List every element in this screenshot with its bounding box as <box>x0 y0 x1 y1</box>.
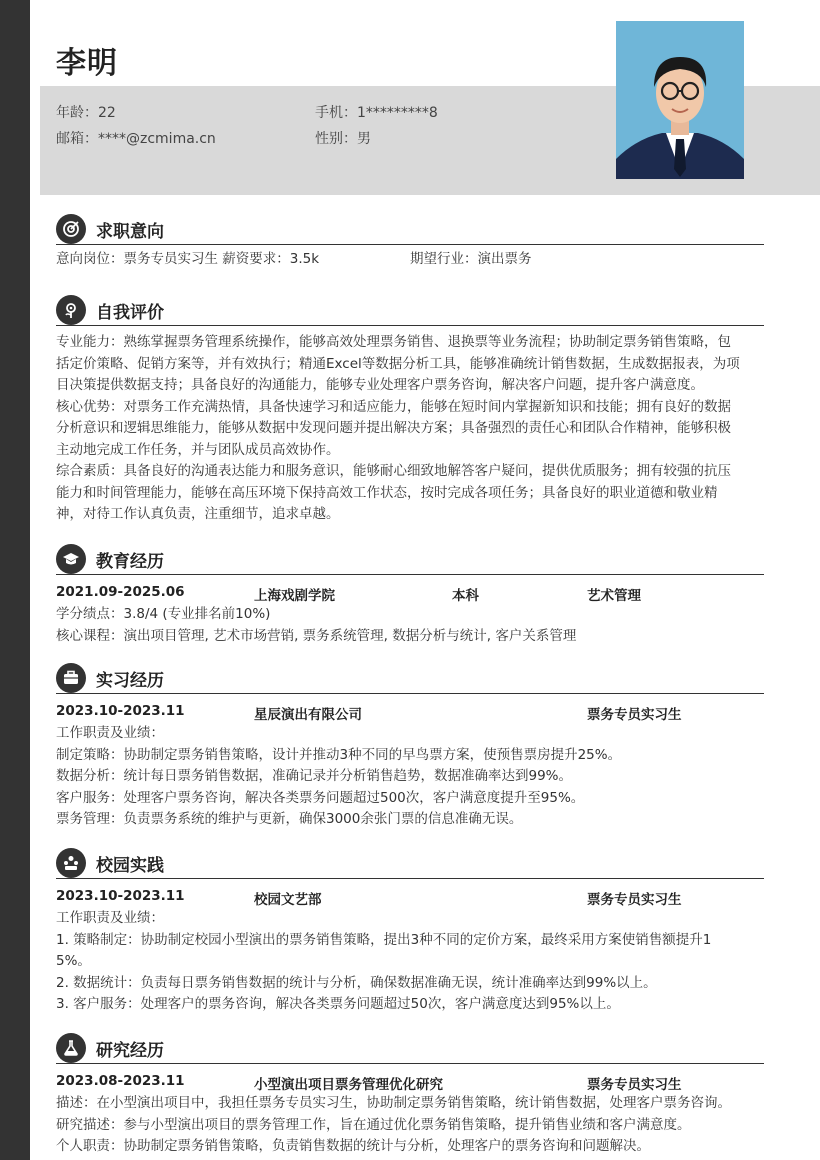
expected-industry: 期望行业：演出票务 <box>410 251 532 267</box>
section-title: 教育经历 <box>96 552 164 572</box>
email: 邮箱：****@zcmima.cn <box>56 131 216 147</box>
position-salary: 意向岗位：票务专员实习生 薪资要求：3.5k <box>56 251 320 267</box>
section-research <box>56 1033 764 1158</box>
section-internship <box>56 663 764 831</box>
phone: 手机：1*********8 <box>315 105 438 121</box>
edu-school: 上海戏剧学院 <box>254 588 335 604</box>
intern-line: 票务管理：负责票务系统的维护与更新，确保3000余张门票的信息准确无误。 <box>56 811 523 827</box>
left-sidebar-bar <box>0 0 30 1160</box>
age: 年龄：22 <box>56 105 116 121</box>
research-project: 小型演出项目票务管理优化研究 <box>254 1077 443 1093</box>
edu-line: 核心课程：演出项目管理, 艺术市场营销, 票务系统管理, 数据分析与统计, 客户关系管理 <box>56 627 577 644</box>
self-eval-line: 括定价策略、促销方案等，并有效执行；精通Excel等数据分析工具，能够准确统计销售数据，生成数据报表，为项 <box>56 355 740 372</box>
profile-photo <box>616 21 744 179</box>
flask-icon <box>56 1033 86 1063</box>
intern-line: 客户服务：处理客户票务咨询，解决各类票务问题超过500次，客户满意度提升至95%。 <box>56 789 585 806</box>
intern-line: 工作职责及业绩： <box>56 725 164 741</box>
intern-org: 星辰演出有限公司 <box>254 707 362 723</box>
target-icon <box>56 214 86 244</box>
self-eval-line: 专业能力：熟练掌握票务管理系统操作，能够高效处理票务销售、退换票等业务流程；协助制定票务销售策略，包 <box>56 334 731 350</box>
section-title: 自我评价 <box>96 303 164 323</box>
research-line: 个人职责：协助制定票务销售策略，负责销售数据的统计与分析，处理客户的票务咨询和问题解决。 <box>56 1138 650 1154</box>
section-self-evaluation <box>56 295 764 526</box>
intern-line: 数据分析：统计每日票务销售数据，准确记录并分析销售趋势，数据准确率达到99%。 <box>56 768 573 784</box>
section-title: 求职意向 <box>96 222 164 242</box>
self-eval-line: 目决策提供数据支持；具备良好的沟通能力，能够专业处理客户票务咨询，解决客户问题，提升客户满意度。 <box>56 377 704 393</box>
research-line: 研究描述：参与小型演出项目的票务管理工作，旨在通过优化票务销售策略，提升销售业绩和客户满意度。 <box>56 1116 691 1133</box>
edu-period: 2021.09-2025.06 <box>56 584 185 600</box>
campus-line: 1. 策略制定：协助制定校园小型演出的票务销售策略，提出3种不同的定价方案，最终采用方案使销售额提升1 <box>56 931 712 948</box>
research-period: 2023.08-2023.11 <box>56 1073 185 1089</box>
intern-period: 2023.10-2023.11 <box>56 703 185 719</box>
flower-icon <box>56 295 86 325</box>
research-line: 描述：在小型演出项目中，我担任票务专员实习生，协助制定票务销售策略，统计销售数据，处理客户票务咨询。 <box>56 1095 731 1111</box>
intern-line: 制定策略：协助制定票务销售策略，设计并推动3种不同的早鸟票方案，使预售票房提升25%。 <box>56 746 622 763</box>
gender: 性别：男 <box>315 131 371 147</box>
candidate-name: 李明 <box>56 46 118 81</box>
section-title: 实习经历 <box>96 671 164 691</box>
self-eval-line: 核心优势：对票务工作充满热情，具备快速学习和适应能力，能够在短时间内掌握新知识和技能；拥有良好的数据 <box>56 398 731 415</box>
campus-line: 2. 数据统计：负责每日票务销售数据的统计与分析，确保数据准确无误，统计准确率达到99%以上。 <box>56 974 657 991</box>
self-eval-line: 能力和时间管理能力，能够在高压环境下保持高效工作状态，按时完成各项任务；具备良好的职业道德和敬业精 <box>56 484 718 501</box>
campus-line: 3. 客户服务：处理客户的票务咨询，解决各类票务问题超过50次，客户满意度达到95%以上。 <box>56 996 620 1012</box>
team-icon <box>56 848 86 878</box>
self-eval-line: 分析意识和逻辑思维能力，能够从数据中发现问题并提出解决方案；具备强烈的责任心和团队合作精神，能够积极 <box>56 420 731 436</box>
section-campus-practice <box>56 848 764 1016</box>
campus-line: 5%。 <box>56 953 91 969</box>
campus-org: 校园文艺部 <box>254 892 322 908</box>
edu-major: 艺术管理 <box>587 588 641 604</box>
campus-role: 票务专员实习生 <box>587 892 682 908</box>
edu-degree: 本科 <box>452 588 479 604</box>
section-education <box>56 544 764 647</box>
campus-line: 工作职责及业绩： <box>56 910 164 926</box>
self-eval-line: 主动地完成工作任务，并与团队成员高效协作。 <box>56 441 340 458</box>
section-title: 校园实践 <box>96 856 164 876</box>
section-job-intent <box>56 214 764 271</box>
intern-role: 票务专员实习生 <box>587 707 682 723</box>
self-eval-line: 神，对待工作认真负责，注重细节，追求卓越。 <box>56 506 340 522</box>
section-title: 研究经历 <box>96 1041 164 1061</box>
graduation-cap-icon <box>56 544 86 574</box>
briefcase-icon <box>56 663 86 693</box>
research-role: 票务专员实习生 <box>587 1077 682 1093</box>
self-eval-line: 综合素质：具备良好的沟通表达能力和服务意识，能够耐心细致地解答客户疑问，提供优质服务；拥有较强的抗压 <box>56 463 731 479</box>
campus-period: 2023.10-2023.11 <box>56 888 185 904</box>
edu-line: 学分绩点：3.8/4 (专业排名前10%) <box>56 606 271 622</box>
